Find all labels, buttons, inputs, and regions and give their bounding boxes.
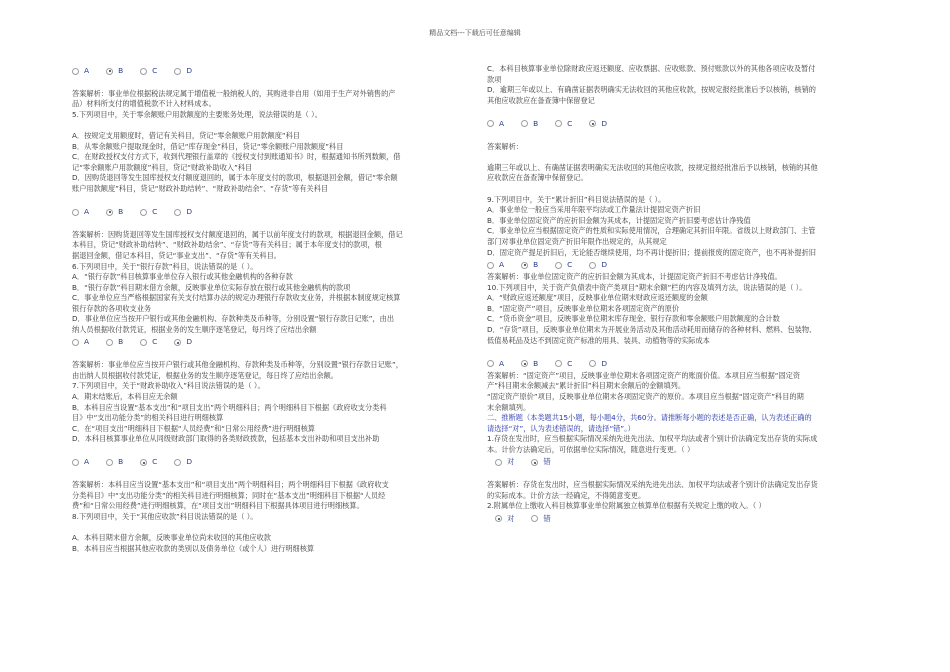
j1-options	[487, 456, 879, 470]
radio-selected-icon[interactable]	[589, 120, 596, 127]
radio-selected-icon[interactable]	[531, 459, 538, 466]
spacer	[72, 445, 464, 456]
option-b[interactable]: B	[521, 359, 546, 370]
answer-analysis: 本科目，贷记“财政补助结转”、“财政补助结余”、“存货”等有关科目；属于本年度支付的款项，根	[72, 240, 382, 250]
radio-icon[interactable]	[487, 262, 494, 269]
q10-options	[487, 357, 879, 371]
radio-selected-icon[interactable]	[106, 209, 113, 216]
choice: C．“货币资金”项目，反映事业单位期末库存现金、银行存款和零余额账户用款额度的合计数	[487, 314, 780, 324]
option-c[interactable]: C	[140, 207, 165, 218]
choice: D．固定资产提足折旧后，无论能否继续使用，均不再计提折旧；提前报废的固定资产，也不再补提折旧	[487, 247, 816, 257]
question-title: 9.下列项目中，关于“累计折旧”科目说法错误的是（ ）。	[487, 194, 666, 204]
radio-selected-icon[interactable]	[495, 515, 502, 522]
radio-icon[interactable]	[174, 68, 181, 75]
spacer	[72, 120, 464, 131]
choice: B．从零余额账户提取现金时，借记“库存现金”科目，贷记“零余额账户用款额度”科目	[72, 141, 344, 151]
choice: 记“零余额账户用款额度”科目，贷记“财政补助收入”科目	[72, 162, 253, 172]
option-false[interactable]: 错	[531, 514, 558, 525]
option-a[interactable]: A	[72, 337, 97, 348]
spacer	[72, 78, 464, 89]
question-title: 7.下列项目中，关于“财政补助收入”科目说法错误的是（ ）。	[72, 381, 265, 391]
question-title: 5.下列项目中，关于零余额账户用款额度的主要账务处理，说法错误的是（ ）。	[72, 109, 322, 119]
option-c[interactable]: C	[555, 260, 580, 271]
radio-icon[interactable]	[140, 68, 147, 75]
option-c[interactable]: C	[555, 359, 580, 370]
answer-analysis: “固定资产原价”项目，反映事业单位期末各项固定资产的原价。本项目应当根据“固定资产”科目的期	[487, 392, 804, 402]
option-true[interactable]: 对	[495, 457, 522, 468]
choice: 目》中“支出功能分类”的相关科目进行明细核算	[72, 413, 224, 423]
answer-analysis: 答案解析：因购货退回等发生国库授权支付额度退回的，属于以前年度支付的款项，根据退回金额，借记	[72, 229, 403, 239]
section-heading: 请选择“对”，认为表述错误的，请选择“错”。）	[487, 423, 635, 433]
option-a[interactable]: A	[72, 66, 97, 77]
answer-analysis: 由出纳人员根据收付款凭证，根据业务的发生顺序逐笔登记，每日终了应结出余额。	[72, 370, 338, 380]
option-c[interactable]: C	[140, 337, 165, 348]
choice: C．在财政授权支付方式下，收到代理银行盖章的《授权支付到账通知书》时，根据通知书所列数额，借	[72, 152, 401, 162]
radio-icon[interactable]	[487, 120, 494, 127]
option-a[interactable]: A	[487, 119, 512, 130]
answer-analysis: 答案解析：事业单位应当按开户银行或其他金融机构、存款种类及币种等，分别设置“银行存款日记账”，	[72, 360, 403, 370]
choice: 账户用款额度”科目，贷记“财政补助结转”、“财政补助结余”、“存货”等有关科目	[72, 183, 329, 193]
radio-icon[interactable]	[589, 262, 596, 269]
answer-analysis: 末余额填列。	[487, 402, 531, 412]
radio-selected-icon[interactable]	[174, 339, 181, 346]
answer-analysis: 据退回金额，借记本科目，贷记“事业支出”、“存货”等有关科目。	[72, 250, 281, 260]
answer-analysis: 应收款应在备查簿中保留登记。	[487, 173, 588, 183]
choice: A．“银行存款”科目核算事业单位存入银行或其他金融机构的各种存款	[72, 272, 293, 282]
spacer	[72, 470, 464, 481]
spacer	[487, 131, 879, 142]
choice: C．事业单位应当严格根据国家有关支付结算办法的规定办理银行存款收支业务，并根据本制度规定核算	[72, 293, 401, 303]
option-b[interactable]: B	[106, 207, 131, 218]
radio-icon[interactable]	[589, 360, 596, 367]
radio-selected-icon[interactable]	[521, 360, 528, 367]
choice: D．逾期三年或以上、有确凿证据表明确实无法收回的其他应收款，按规定报经批准后予以核销，核销的	[487, 85, 816, 95]
option-d[interactable]: D	[589, 260, 615, 271]
choice: D．事业单位应当按开户银行或其他金融机构、存款种类及币种等，分别设置“银行存款日记账”，由出	[72, 314, 395, 324]
option-a[interactable]: A	[72, 457, 97, 468]
choice: 银行存款的各项收支业务	[72, 303, 152, 313]
judgement-question: 1.存货在发出时，应当根据实际情况采纳先进先出法、加权平均法或者个别计价法确定发出存货的实际成	[487, 434, 818, 444]
option-false[interactable]: 错	[531, 457, 558, 468]
answer-analysis: 答案解析：存货在发出时，应当根据实际情况采纳先进先出法、加权平均法或者个别计价法确定发出存货	[487, 480, 818, 490]
answer-analysis: 逾期三年或以上、有确凿证据表明确实无法收回的其他应收款，按规定报经批准后予以核销，核销的其他	[487, 162, 818, 172]
section-heading: 二、推断题（本类题共15小题，每小题4分，共60分。请推断每小题的表述是否正确，认为表述正确的	[487, 413, 812, 423]
q8-options	[487, 117, 879, 131]
spacer	[487, 184, 879, 195]
option-c[interactable]: C	[555, 119, 580, 130]
option-d[interactable]: D	[174, 457, 200, 468]
radio-icon[interactable]	[72, 209, 79, 216]
option-c[interactable]: C	[140, 66, 165, 77]
answer-analysis: 的实际成本。计价方法一经确定，不得随意变更。	[487, 490, 646, 500]
question-title: 8.下列项目中，关于“其他应收款”科目说法错误的是（ ）。	[72, 511, 258, 521]
spacer	[487, 152, 879, 163]
radio-icon[interactable]	[72, 459, 79, 466]
choice: B．“银行存款”科目期末借方余额，反映事业单位实际存放在银行或其他金融机构的款项	[72, 282, 351, 292]
choice: A．期末结账后，本科目应无余额	[72, 392, 178, 402]
radio-selected-icon[interactable]	[140, 459, 147, 466]
radio-icon[interactable]	[521, 120, 528, 127]
option-b[interactable]: B	[106, 66, 131, 77]
choice: B．本科目应当根据其他应收款的类别以及债务单位（或个人）进行明细核算	[72, 543, 315, 553]
answer-analysis: 答案解析：事业单位根据税法规定属于增值税一般纳税人的，其购进非自用（如用于生产对外销售的产	[72, 88, 396, 98]
option-d[interactable]: D	[174, 207, 200, 218]
answer-analysis: 答案解析：“固定资产”项目，反映事业单位期末各项固定资产的账面价值。本项目应当根据“固定资	[487, 370, 801, 380]
spacer	[72, 350, 464, 361]
choice: 其他应收款应在备查簿中保留登记	[487, 95, 595, 105]
option-b[interactable]: B	[521, 260, 546, 271]
answer-analysis: 产”科目期末余额减去“累计折旧”科目期末余额后的金额填列。	[487, 381, 686, 391]
choice: C．本科目核算事业单位除财政应返还额度、应收票据、应收账款、预付账款以外的其他各项应收及暂付	[487, 64, 816, 73]
radio-icon[interactable]	[174, 209, 181, 216]
choice: 低值易耗品及达不到固定资产标准的用具、装具、动植物等的实际成本	[487, 335, 710, 345]
radio-icon[interactable]	[72, 68, 79, 75]
radio-icon[interactable]	[555, 262, 562, 269]
radio-icon[interactable]	[106, 459, 113, 466]
choice: B．事业单位固定资产的应折旧金额为其成本，计提固定资产折旧要考虑估计净残值	[487, 215, 751, 225]
choice: D．本科目核算事业单位从同级财政部门取得的各类财政拨款，包括基本支出补助和项目支出补助	[72, 434, 380, 444]
radio-selected-icon[interactable]	[521, 262, 528, 269]
option-b[interactable]: B	[106, 457, 131, 468]
question-title: 6.下列项目中，关于“银行存款”科目，说法错误的是（ ）。	[72, 261, 258, 271]
choice: A．本科目期末借方余额，反映事业单位尚未收回的其他应收款	[72, 533, 271, 543]
choice: A．“财政应返还额度”项目，反映事业单位期末财政应返还额度的金额	[487, 293, 708, 303]
choice: D．因购货退回等发生国库授权支付额度退回的，属于本年度支付的款项，根据退回金额，借记“零余额	[72, 173, 398, 183]
choice: A．事业单位一般应当采用年限平均法或工作量法计提固定资产折旧	[487, 205, 701, 215]
radio-icon[interactable]	[555, 120, 562, 127]
option-a[interactable]: A	[487, 260, 512, 271]
page-header: 精品文档---下载后可任意编辑	[429, 29, 521, 37]
radio-icon[interactable]	[495, 459, 502, 466]
answer-analysis: 费”和“日常公用经费”进行明细核算，在“项目支出”明细科目下根据具体项目进行明细核算。	[72, 501, 364, 511]
question-title: 10.下列项目中，关于资产负债表中资产类项目“期末余额”栏的内容及填列方法，说法错误的是（ ）。	[487, 282, 807, 292]
spacer	[72, 219, 464, 230]
answer-analysis: 品）材料所支付的增值税款不计入材料成本。	[72, 99, 216, 109]
radio-selected-icon[interactable]	[106, 68, 113, 75]
option-a[interactable]: A	[72, 207, 97, 218]
q4-options	[72, 64, 464, 78]
option-d[interactable]: D	[589, 119, 615, 130]
choice: C．在“项目支出”明细科目下根据“人员经费”和“日常公用经费”进行明细核算	[72, 423, 315, 433]
spacer	[72, 195, 464, 206]
choice: 款项	[487, 74, 502, 84]
radio-icon[interactable]	[174, 459, 181, 466]
spacer	[487, 346, 879, 357]
option-b[interactable]: B	[521, 119, 546, 130]
judgement-question: 本。计价方法确定后，可依据单位实际情况，随意进行变更。（ ）	[487, 445, 695, 454]
radio-icon[interactable]	[106, 339, 113, 346]
radio-icon[interactable]	[72, 339, 79, 346]
option-c[interactable]: C	[140, 457, 165, 468]
choice: B．“固定资产”项目，反映事业单位期末各项固定资产的原价	[487, 303, 680, 313]
radio-icon[interactable]	[140, 339, 147, 346]
left-column	[72, 64, 464, 554]
q5-options	[72, 205, 464, 219]
spacer	[487, 470, 879, 481]
q7-options	[72, 456, 464, 470]
q6-options	[72, 336, 464, 350]
radio-icon[interactable]	[555, 360, 562, 367]
q9-options	[487, 258, 879, 272]
radio-icon[interactable]	[487, 360, 494, 367]
answer-analysis: 答案解析：事业单位固定资产的应折旧金额为其成本，计提固定资产折旧不考虑估计净残值。	[487, 272, 782, 282]
judgement-question: 2.附属单位上缴收入科目核算事业单位附属独立核算单位根据有关规定上缴的收入。（ ）	[487, 501, 766, 511]
right-column	[487, 64, 879, 526]
option-d[interactable]: D	[589, 359, 615, 370]
choice: C．事业单位应当根据固定资产的性质和实际使用情况，合理确定其折旧年限。省级以上财政部门、主管	[487, 226, 816, 236]
option-d[interactable]: D	[174, 66, 200, 77]
spacer	[487, 106, 879, 117]
radio-icon[interactable]	[140, 209, 147, 216]
spacer	[72, 523, 464, 534]
choice: A．按规定支用额度时，借记有关科目，贷记“零余额账户用款额度”科目	[72, 130, 300, 140]
answer-analysis: 答案解析：本科目应当设置“基本支出”和“项目支出”两个明细科目；两个明细科目下根据《政府收支	[72, 480, 389, 490]
choice: 部门对事业单位固定资产折旧年限作出规定的，从其规定	[487, 236, 667, 246]
radio-icon[interactable]	[531, 515, 538, 522]
option-a[interactable]: A	[487, 359, 512, 370]
j2-options	[487, 512, 879, 526]
answer-analysis: 分类科目》中“支出功能分类”的相关科目进行明细核算；同时在“基本支出”明细科目下根据“人员经	[72, 490, 386, 500]
option-b[interactable]: B	[106, 337, 131, 348]
choice: D．“存货”项目，反映事业单位期末为开展业务活动及其他活动耗用而储存的各种材料、燃料、包装物、	[487, 325, 817, 335]
option-d[interactable]: D	[174, 337, 200, 348]
choice: 纳人员根据收付款凭证，根据业务的发生顺序逐笔登记，每月终了应结出余额	[72, 325, 317, 335]
option-true[interactable]: 对	[495, 514, 522, 525]
answer-analysis-label: 答案解析：	[487, 141, 523, 151]
choice: B．本科目应当设置“基本支出”和“项目支出”两个明细科目；两个明细科目下根据《政府收支分类科	[72, 402, 387, 412]
